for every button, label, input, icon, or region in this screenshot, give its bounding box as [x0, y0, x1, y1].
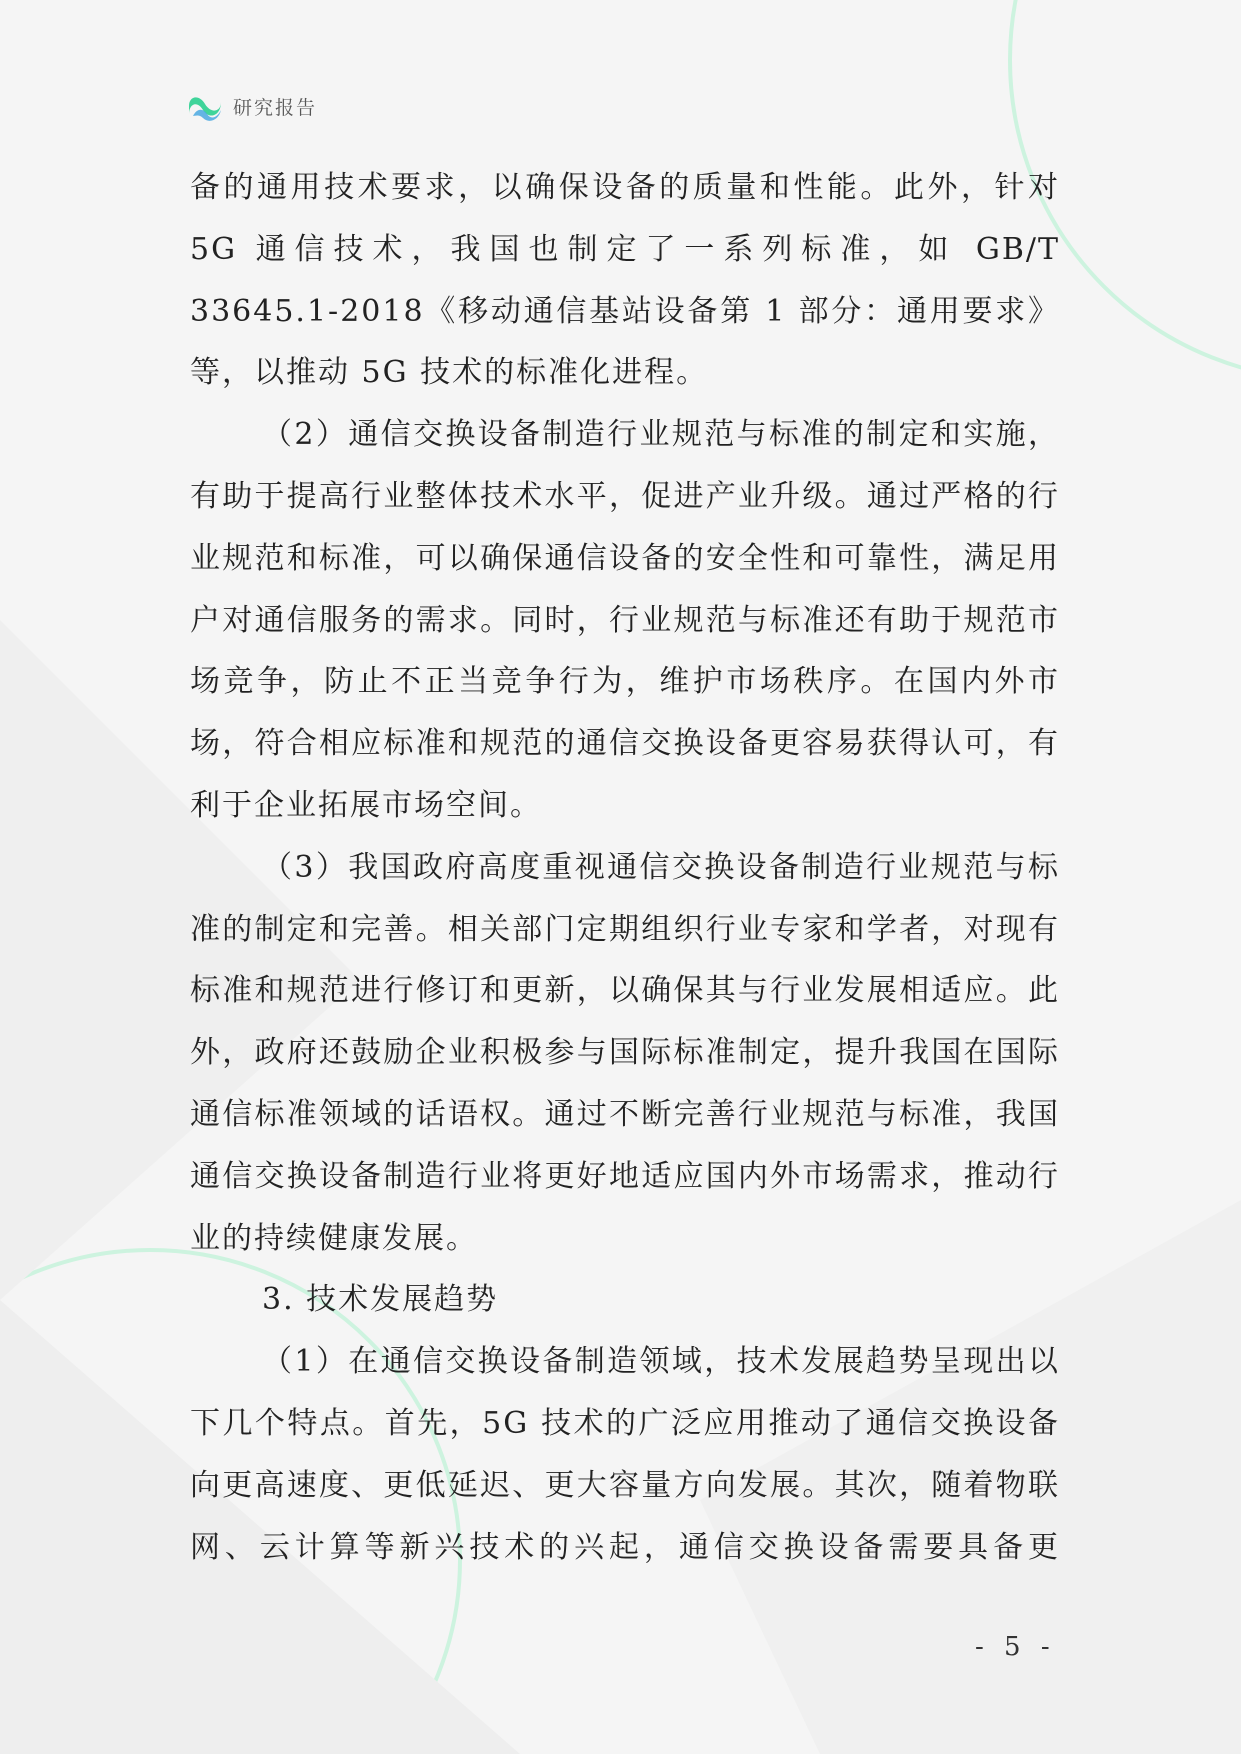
paragraph-3: （3）我国政府高度重视通信交换设备制造行业规范与标准的制定和完善。相关部门定期组织行业专家和学者，对现有标准和规范进行修订和更新，以确保其与行业发展相适应。此外，政府还鼓励企业积极参与国际标准制定，提升我国在国际通信标准领域的话语权。通过不断完善行业规范与标准，我国通信交换设备制造行业将更好地适应国内外市场需求，推动行业的持续健康发展。	[190, 849, 1060, 1256]
document-body	[190, 157, 1060, 1578]
paragraph-4: （1）在通信交换设备制造领域，技术发展趋势呈现出以下几个特点。首先，5G 技术的广泛应用推动了通信交换设备向更高速度、更低延迟、更大容量方向发展。其次，随着物联网、云计算等新兴技术的兴起，通信交换设备需要具备更	[190, 1344, 1060, 1565]
header-title: 研究报告	[233, 96, 318, 119]
paragraph-continuation: 备的通用技术要求，以确保设备的质量和性能。此外，针对5G 通信技术，我国也制定了一系列标准，如 GB/T 33645.1-2018《移动通信基站设备第 1 部分：通用要求》等，以推动 5G 技术的标准化进程。	[190, 170, 1060, 391]
report-header	[187, 88, 317, 124]
paragraph-2: （2）通信交换设备制造行业规范与标准的制定和实施，有助于提高行业整体技术水平，促进产业升级。通过严格的行业规范和标准，可以确保通信设备的安全性和可靠性，满足用户对通信服务的需求。同时，行业规范与标准还有助于规范市场竞争，防止不正当竞争行为，维护市场秩序。在国内外市场，符合相应标准和规范的通信交换设备更容易获得认可，有利于企业拓展市场空间。	[190, 417, 1060, 823]
section-heading: 3. 技术发展趋势	[262, 1282, 499, 1318]
logo-icon	[187, 90, 223, 122]
page-number: - 5 -	[975, 1632, 1056, 1662]
